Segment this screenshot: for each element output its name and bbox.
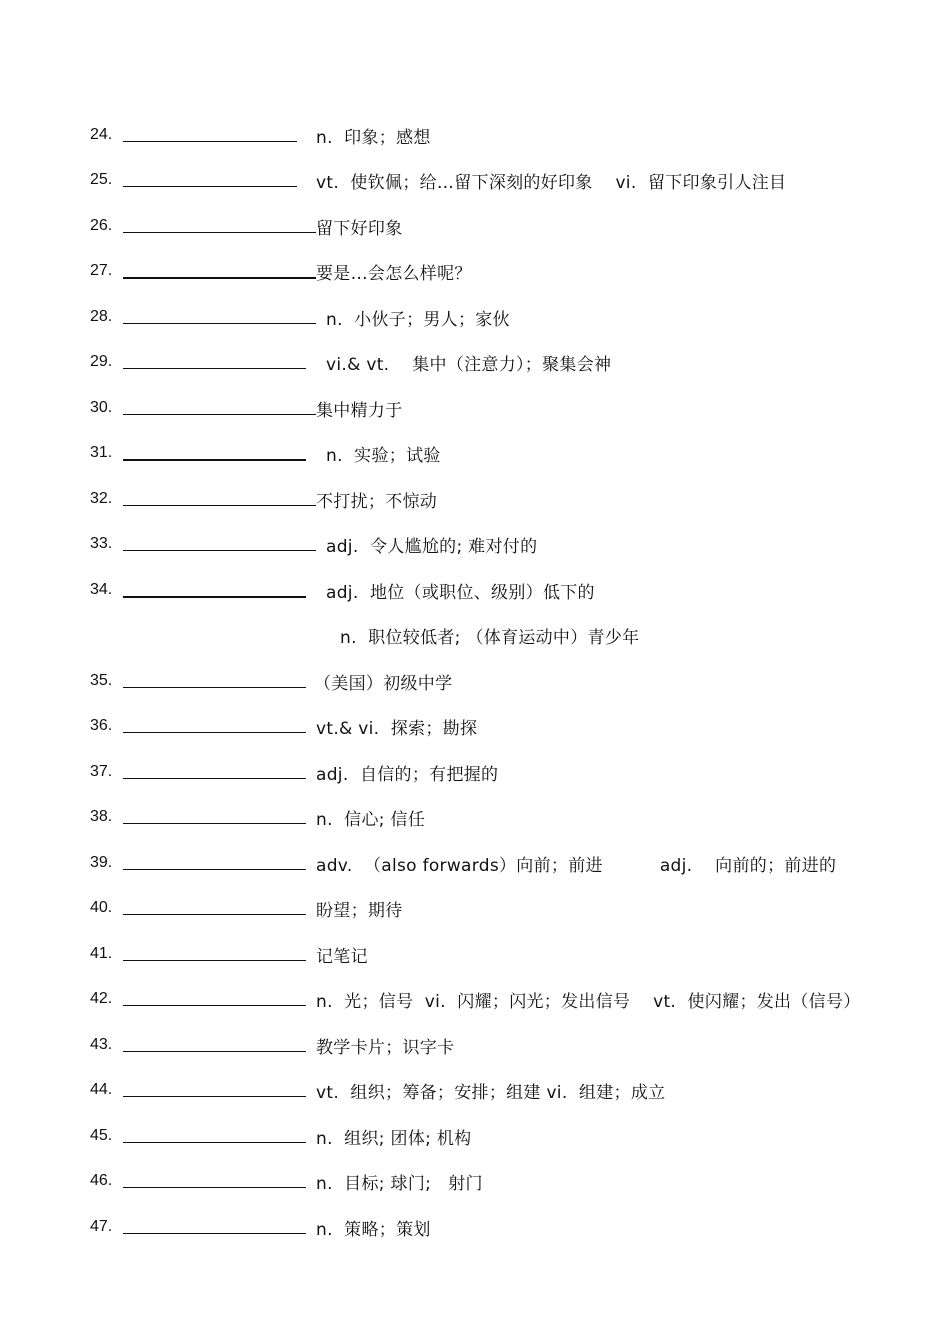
item-definition: n. 实验；试验 [326, 446, 441, 466]
item-definition: n. 职位较低者; （体育运动中）青少年 [340, 628, 640, 648]
item-definition: vt. 使钦佩；给…留下深刻的好印象 vi. 留下印象引人注目 [316, 173, 787, 193]
answer-blank[interactable] [123, 1142, 306, 1143]
item-number: 39. [90, 854, 113, 871]
item-number: 26. [90, 217, 113, 234]
answer-blank[interactable] [123, 687, 306, 688]
item-definition: adj. 地位（或职位、级别）低下的 [326, 583, 595, 603]
list-item [0, 1031, 950, 1059]
list-item [0, 894, 950, 922]
list-item [0, 121, 950, 149]
answer-blank[interactable] [123, 1005, 306, 1006]
item-definition: 集中精力于 [316, 401, 403, 421]
item-number: 42. [90, 990, 113, 1007]
answer-blank[interactable] [123, 732, 306, 733]
item-number: 43. [90, 1036, 113, 1053]
list-item [0, 257, 950, 285]
answer-blank[interactable] [123, 368, 306, 369]
answer-blank[interactable] [123, 459, 306, 461]
answer-blank[interactable] [123, 1096, 306, 1097]
list-item [0, 439, 950, 467]
item-definition: n. 策略；策划 [316, 1220, 431, 1240]
item-number: 25. [90, 171, 113, 188]
item-definition: 要是…会怎么样呢？ [316, 264, 472, 284]
item-number: 38. [90, 808, 113, 825]
answer-blank[interactable] [123, 1233, 306, 1234]
list-item [0, 166, 950, 194]
list-item [0, 303, 950, 331]
item-definition: n. 小伙子；男人；家伙 [326, 310, 510, 330]
item-definition: n. 光；信号 vi. 闪耀；闪光；发出信号 vt. 使闪耀；发出（信号） [316, 992, 861, 1012]
answer-blank[interactable] [123, 960, 306, 961]
item-number: 36. [90, 717, 113, 734]
item-number: 30. [90, 399, 113, 416]
item-definition: n. 目标; 球门; 射门 [316, 1174, 483, 1194]
list-item [0, 667, 950, 695]
answer-blank[interactable] [123, 323, 316, 324]
list-item [0, 394, 950, 422]
item-definition: n. 组织; 团体; 机构 [316, 1129, 472, 1149]
list-item [0, 1076, 950, 1104]
item-number: 40. [90, 899, 113, 916]
item-definition: 不打扰；不惊动 [316, 492, 438, 512]
item-definition: 记笔记 [316, 947, 368, 967]
item-definition: 教学卡片；识字卡 [316, 1038, 455, 1058]
item-number: 31. [90, 444, 113, 461]
item-number: 35. [90, 672, 113, 689]
item-definition: adj. 令人尴尬的; 难对付的 [326, 537, 538, 557]
item-definition: 留下好印象 [316, 219, 403, 239]
list-item [0, 212, 950, 240]
list-item [0, 758, 950, 786]
answer-blank[interactable] [123, 778, 306, 779]
item-number: 34. [90, 581, 113, 598]
answer-blank[interactable] [123, 596, 306, 598]
list-item [0, 849, 950, 877]
item-number: 33. [90, 535, 113, 552]
answer-blank[interactable] [123, 186, 297, 187]
answer-blank[interactable] [123, 414, 316, 415]
item-number: 32. [90, 490, 113, 507]
list-item [0, 985, 950, 1013]
item-definition: n. 印象；感想 [316, 128, 431, 148]
item-definition: vt. 组织；筹备；安排；组建 vi. 组建；成立 [316, 1083, 666, 1103]
answer-blank[interactable] [123, 869, 306, 870]
answer-blank[interactable] [123, 1187, 306, 1188]
item-definition: （美国）初级中学 [314, 674, 453, 694]
item-number: 47. [90, 1218, 113, 1235]
item-definition: adv. （also forwards）向前；前进 adj. 向前的；前进的 [316, 856, 837, 876]
item-definition: n. 信心; 信任 [316, 810, 426, 830]
item-number: 29. [90, 353, 113, 370]
item-number: 27. [90, 262, 113, 279]
list-item [0, 803, 950, 831]
list-item [0, 348, 950, 376]
list-item [0, 576, 950, 604]
answer-blank[interactable] [123, 277, 316, 279]
item-number: 46. [90, 1172, 113, 1189]
item-number: 41. [90, 945, 113, 962]
list-item-continuation [0, 621, 950, 649]
item-definition: adj. 自信的；有把握的 [316, 765, 499, 785]
answer-blank[interactable] [123, 505, 316, 506]
item-definition: 盼望；期待 [316, 901, 403, 921]
answer-blank[interactable] [123, 914, 306, 915]
list-item [0, 712, 950, 740]
item-number: 24. [90, 126, 113, 143]
answer-blank[interactable] [123, 1051, 306, 1052]
list-item [0, 1167, 950, 1195]
answer-blank[interactable] [123, 141, 297, 142]
item-number: 37. [90, 763, 113, 780]
item-definition: vt.& vi. 探索；勘探 [316, 719, 478, 739]
list-item [0, 485, 950, 513]
answer-blank[interactable] [123, 823, 306, 824]
item-definition: vi.& vt. 集中（注意力）；聚集会神 [326, 355, 612, 375]
item-number: 45. [90, 1127, 113, 1144]
list-item [0, 1122, 950, 1150]
item-number: 44. [90, 1081, 113, 1098]
list-item [0, 530, 950, 558]
list-item [0, 1213, 950, 1241]
answer-blank[interactable] [123, 232, 316, 233]
answer-blank[interactable] [123, 550, 316, 551]
list-item [0, 940, 950, 968]
item-number: 28. [90, 308, 113, 325]
